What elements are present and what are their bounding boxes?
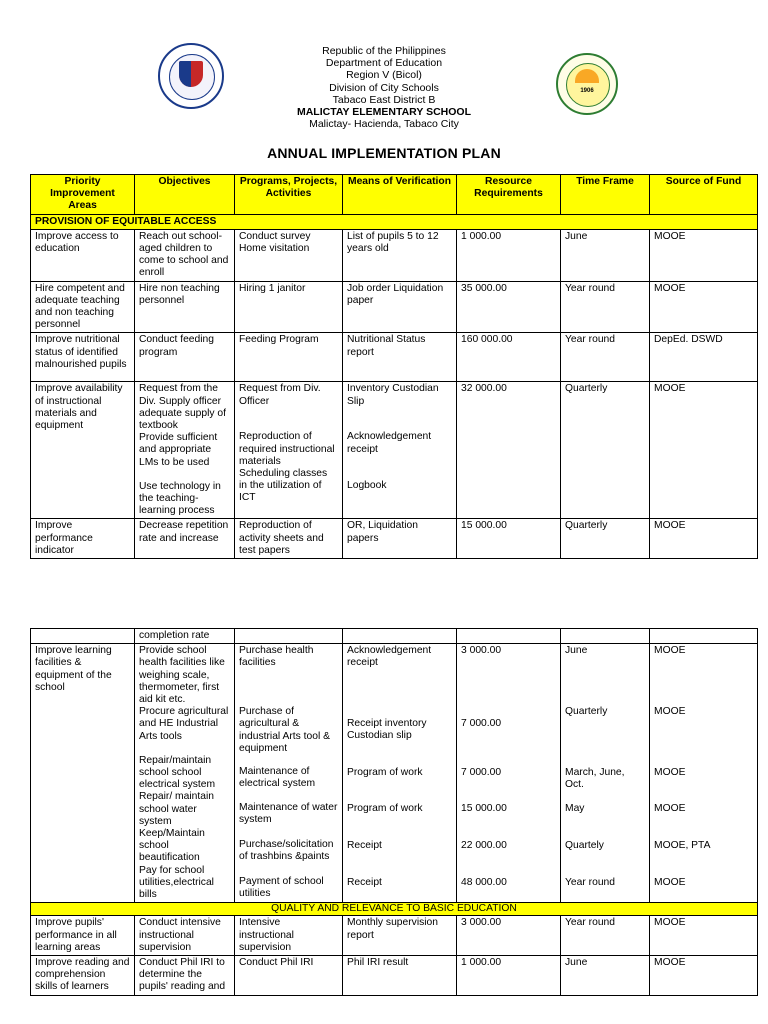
ppa-item: Maintenance of water system bbox=[239, 802, 338, 826]
verification-item: Receipt bbox=[347, 877, 382, 889]
fund-item: MOOE bbox=[654, 767, 686, 779]
cell-verification bbox=[343, 644, 457, 903]
ppa-item: Reproduction of required instructional materials bbox=[239, 431, 335, 467]
cell-ppa: Reproduction of activity sheets and test papers bbox=[235, 519, 343, 559]
cell-time: Quarterly bbox=[561, 519, 650, 559]
table-row bbox=[31, 229, 758, 281]
cell-verification bbox=[343, 382, 457, 519]
cell-area: Improve access to education bbox=[31, 229, 135, 281]
cell-resources: 160 000.00 bbox=[457, 333, 561, 382]
ppa-item: Maintenance of electrical system bbox=[239, 766, 316, 790]
table-row bbox=[31, 629, 758, 644]
section-row bbox=[31, 214, 758, 229]
cell-ppa: Feeding Program bbox=[235, 333, 343, 382]
plan-table-page1 bbox=[30, 174, 758, 559]
col-header-verification: Means of Verification bbox=[343, 175, 457, 215]
resource-item: 7 000.00 bbox=[461, 767, 502, 779]
objective-item: Provide sufficient and appropriate LMs to be used bbox=[139, 432, 218, 468]
plan-table-page2 bbox=[30, 628, 758, 996]
ppa-item: Purchase/solicitation of trashbins &paints bbox=[239, 839, 334, 863]
verification-item: Program of work bbox=[347, 803, 423, 815]
objective-item: Provide school health facilities like weighing scale, thermometer, first aid kit etc. bbox=[139, 645, 225, 706]
section-title: QUALITY AND RELEVANCE TO BASIC EDUCATION bbox=[31, 903, 758, 916]
ppa-item: Request from Div. Officer bbox=[239, 383, 321, 407]
section-row bbox=[31, 903, 758, 916]
cell-ppa bbox=[235, 382, 343, 519]
cell-area: Improve pupils' performance in all learning areas bbox=[31, 916, 135, 956]
cell-ppa bbox=[235, 644, 343, 903]
fund-item: MOOE bbox=[654, 803, 686, 815]
cell-objective bbox=[135, 382, 235, 519]
cell-time: Year round bbox=[561, 281, 650, 333]
cell-objective: Conduct feeding program bbox=[135, 333, 235, 382]
table-header-row bbox=[31, 175, 758, 215]
cell-fund bbox=[650, 629, 758, 644]
cell-objective: Reach out school-aged children to come to school and enroll bbox=[135, 229, 235, 281]
cell-fund bbox=[650, 644, 758, 903]
verification-item: Logbook bbox=[347, 480, 387, 492]
verification-item: Program of work bbox=[347, 767, 423, 779]
col-header-objectives: Objectives bbox=[135, 175, 235, 215]
cell-area: Improve performance indicator bbox=[31, 519, 135, 559]
table-row bbox=[31, 333, 758, 382]
cell-fund: MOOE bbox=[650, 229, 758, 281]
cell-resources: 15 000.00 bbox=[457, 519, 561, 559]
school-name: MALICTAY ELEMENTARY SCHOOL bbox=[296, 106, 472, 119]
table-row bbox=[31, 281, 758, 333]
col-header-fund: Source of Fund bbox=[650, 175, 758, 215]
cell-fund: MOOE bbox=[650, 382, 758, 519]
verification-item: Receipt inventory Custodian slip bbox=[347, 718, 427, 742]
cell-verification: Monthly supervision report bbox=[343, 916, 457, 956]
cell-objective: Conduct Phil IRI to determine the pupils' reading and bbox=[135, 956, 235, 996]
cell-resources: 3 000.00 bbox=[457, 916, 561, 956]
ppa-item: Scheduling classes in the utilization of ICT bbox=[239, 468, 328, 504]
cell-objective: Conduct intensive instructional supervision bbox=[135, 916, 235, 956]
cell-resources: 1 000.00 bbox=[457, 229, 561, 281]
col-header-area: Priority Improvement Areas bbox=[31, 175, 135, 215]
letterhead-line3: Region V (Bicol) bbox=[346, 69, 422, 82]
letterhead-line1: Republic of the Philippines bbox=[322, 45, 446, 57]
time-item: Year round bbox=[565, 877, 616, 889]
time-item: Quartely bbox=[565, 840, 604, 852]
cell-resources bbox=[457, 629, 561, 644]
verification-item: Acknowledgement receipt bbox=[347, 431, 432, 455]
cell-time: June bbox=[561, 229, 650, 281]
ppa-item: Purchase health facilities bbox=[239, 645, 314, 669]
verification-item: Receipt bbox=[347, 840, 382, 852]
letterhead-line2: Department of Education bbox=[325, 57, 443, 70]
cell-ppa: Hiring 1 janitor bbox=[235, 281, 343, 333]
cell-verification: List of pupils 5 to 12 years old bbox=[343, 229, 457, 281]
objective-item: Repair/ maintain school water system bbox=[139, 791, 214, 827]
col-header-time: Time Frame bbox=[561, 175, 650, 215]
cell-fund: MOOE bbox=[650, 956, 758, 996]
cell-fund: MOOE bbox=[650, 281, 758, 333]
cell-time: Year round bbox=[561, 333, 650, 382]
letterhead bbox=[0, 45, 768, 130]
ppa-item: Purchase of agricultural & industrial Arts tool & equipment bbox=[239, 706, 330, 754]
time-item: Quarterly bbox=[565, 706, 608, 718]
resource-item: 48 000.00 bbox=[461, 877, 507, 889]
letterhead-line5: Tabaco East District B bbox=[332, 93, 436, 106]
objective-item: Repair/maintain school school electrical system bbox=[139, 754, 216, 791]
fund-item: MOOE, PTA bbox=[654, 840, 711, 852]
cell-area bbox=[31, 629, 135, 644]
cell-fund: DepEd. DSWD bbox=[650, 333, 758, 382]
cell-area: Hire competent and adequate teaching and non teaching personnel bbox=[31, 281, 135, 333]
cell-verification: OR, Liquidation papers bbox=[343, 519, 457, 559]
table-row bbox=[31, 519, 758, 559]
cell-time: Year round bbox=[561, 916, 650, 956]
cell-verification: Nutritional Status report bbox=[343, 333, 457, 382]
cell-ppa: Conduct survey Home visitation bbox=[235, 229, 343, 281]
letterhead-line4: Division of City Schools bbox=[329, 81, 439, 94]
cell-resources: 32 000.00 bbox=[457, 382, 561, 519]
table-row bbox=[31, 956, 758, 996]
objective-item: Keep/Maintain school beautification bbox=[139, 828, 205, 864]
cell-verification bbox=[343, 629, 457, 644]
cell-objective: completion rate bbox=[135, 629, 235, 644]
cell-verification: Job order Liquidation paper bbox=[343, 281, 457, 333]
cell-time: June bbox=[561, 956, 650, 996]
cell-objective bbox=[135, 644, 235, 903]
cell-time: Quarterly bbox=[561, 382, 650, 519]
time-item: March, June, Oct. bbox=[565, 767, 625, 791]
cell-fund: MOOE bbox=[650, 519, 758, 559]
cell-ppa: Intensive instructional supervision bbox=[235, 916, 343, 956]
table-row bbox=[31, 916, 758, 956]
cell-area: Improve reading and comprehension skills of learners bbox=[31, 956, 135, 996]
document-title: ANNUAL IMPLEMENTATION PLAN bbox=[267, 145, 501, 161]
table-row bbox=[31, 382, 758, 519]
cell-area: Improve nutritional status of identified malnourished pupils bbox=[31, 333, 135, 382]
objective-item: Request from the Div. Supply officer adequate supply of textbook bbox=[139, 383, 227, 432]
school-seal-year: 1906 bbox=[580, 88, 594, 94]
col-header-ppa: Programs, Projects, Activities bbox=[235, 175, 343, 215]
cell-resources: 1 000.00 bbox=[457, 956, 561, 996]
verification-item: Acknowledgement receipt bbox=[347, 645, 432, 669]
cell-resources: 35 000.00 bbox=[457, 281, 561, 333]
fund-item: MOOE bbox=[654, 706, 686, 718]
objective-item: Use technology in the teaching-learning process bbox=[139, 480, 221, 517]
objective-item: Procure agricultural and HE Industrial Arts tools bbox=[139, 706, 229, 742]
time-item: May bbox=[565, 803, 585, 815]
objective-item: Pay for school utilities,electrical bills bbox=[139, 864, 214, 901]
cell-time bbox=[561, 629, 650, 644]
col-header-resources: Resource Requirements bbox=[457, 175, 561, 215]
resource-item: 15 000.00 bbox=[461, 803, 507, 815]
cell-objective: Decrease repetition rate and increase bbox=[135, 519, 235, 559]
table-row bbox=[31, 644, 758, 903]
time-item: June bbox=[565, 645, 588, 657]
section-title: PROVISION OF EQUITABLE ACCESS bbox=[31, 214, 758, 229]
resource-item: 7 000.00 bbox=[461, 718, 502, 730]
fund-item: MOOE bbox=[654, 877, 686, 889]
cell-area: Improve availability of instructional materials and equipment bbox=[31, 382, 135, 519]
cell-area: Improve learning facilities & equipment of the school bbox=[31, 644, 135, 903]
cell-ppa: Conduct Phil IRI bbox=[235, 956, 343, 996]
cell-time bbox=[561, 644, 650, 903]
school-address: Malictay- Hacienda, Tabaco City bbox=[309, 118, 459, 131]
fund-item: MOOE bbox=[654, 645, 686, 657]
cell-objective: Hire non teaching personnel bbox=[135, 281, 235, 333]
ppa-item: Payment of school utilities bbox=[239, 876, 324, 900]
cell-verification: Phil IRI result bbox=[343, 956, 457, 996]
resource-item: 22 000.00 bbox=[461, 840, 507, 852]
verification-item: Inventory Custodian Slip bbox=[347, 383, 439, 407]
cell-fund: MOOE bbox=[650, 916, 758, 956]
resource-item: 3 000.00 bbox=[461, 645, 502, 657]
cell-resources bbox=[457, 644, 561, 903]
cell-ppa bbox=[235, 629, 343, 644]
